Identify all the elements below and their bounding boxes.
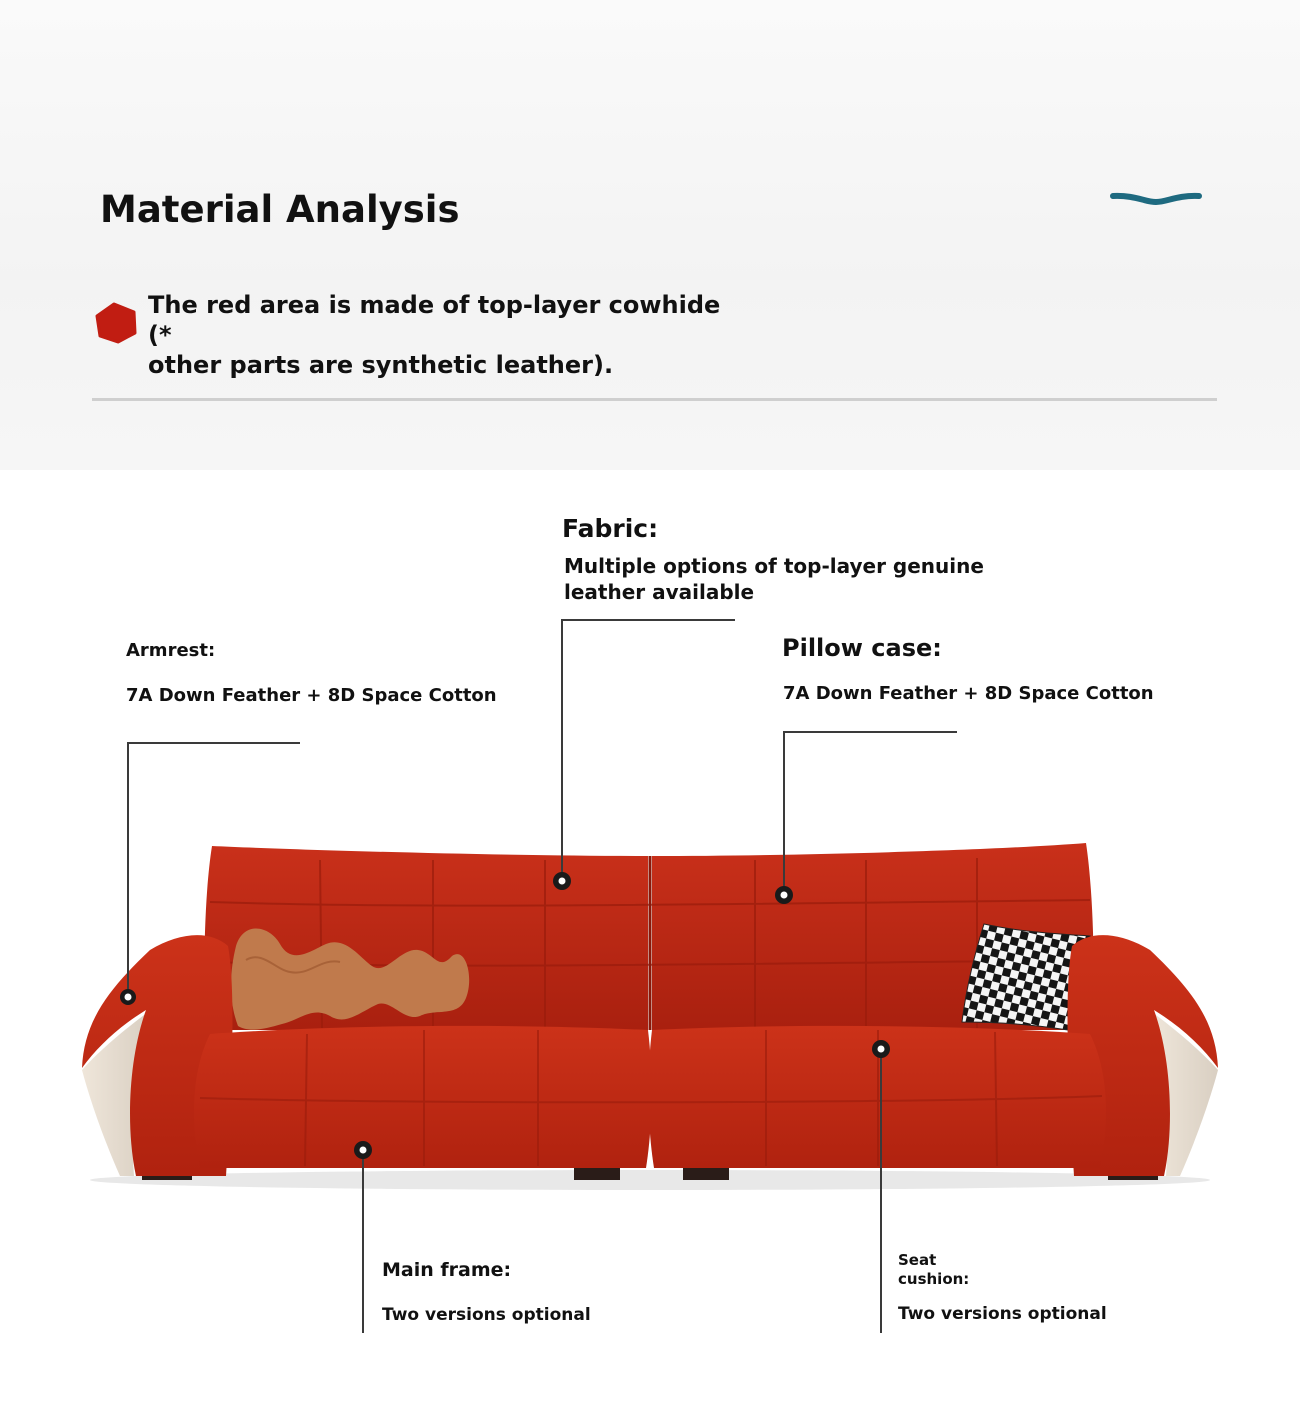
fabric-leader-line: [562, 620, 735, 881]
legend-text-line-2: other parts are synthetic leather).: [148, 351, 614, 379]
main-frame-title: Main frame:: [382, 1259, 512, 1281]
page-title: Material Analysis: [100, 188, 460, 231]
pillow-case-title: Pillow case:: [782, 634, 942, 662]
fabric-desc-line-1: Multiple options of top-layer genuine: [564, 554, 984, 578]
armrest-title: Armrest:: [126, 640, 216, 661]
armrest-desc: 7A Down Feather + 8D Space Cotton: [126, 685, 497, 706]
floor-shadow: [90, 1170, 1210, 1190]
pillow-case-desc: 7A Down Feather + 8D Space Cotton: [783, 683, 1154, 704]
legend-text-line-1: The red area is made of top-layer cowhide (*: [148, 291, 721, 349]
fabric-title: Fabric:: [562, 514, 659, 543]
seat-cushion-title-line-1: Seat: [898, 1251, 937, 1269]
seat-cushion-desc: Two versions optional: [898, 1304, 1107, 1324]
sofa-seat-cushion-left: [194, 1026, 652, 1168]
fabric-desc-line-2: leather available: [564, 580, 755, 604]
seat-cushion-title-line-2: cushion:: [898, 1270, 970, 1288]
main-frame-desc: Two versions optional: [382, 1305, 591, 1325]
